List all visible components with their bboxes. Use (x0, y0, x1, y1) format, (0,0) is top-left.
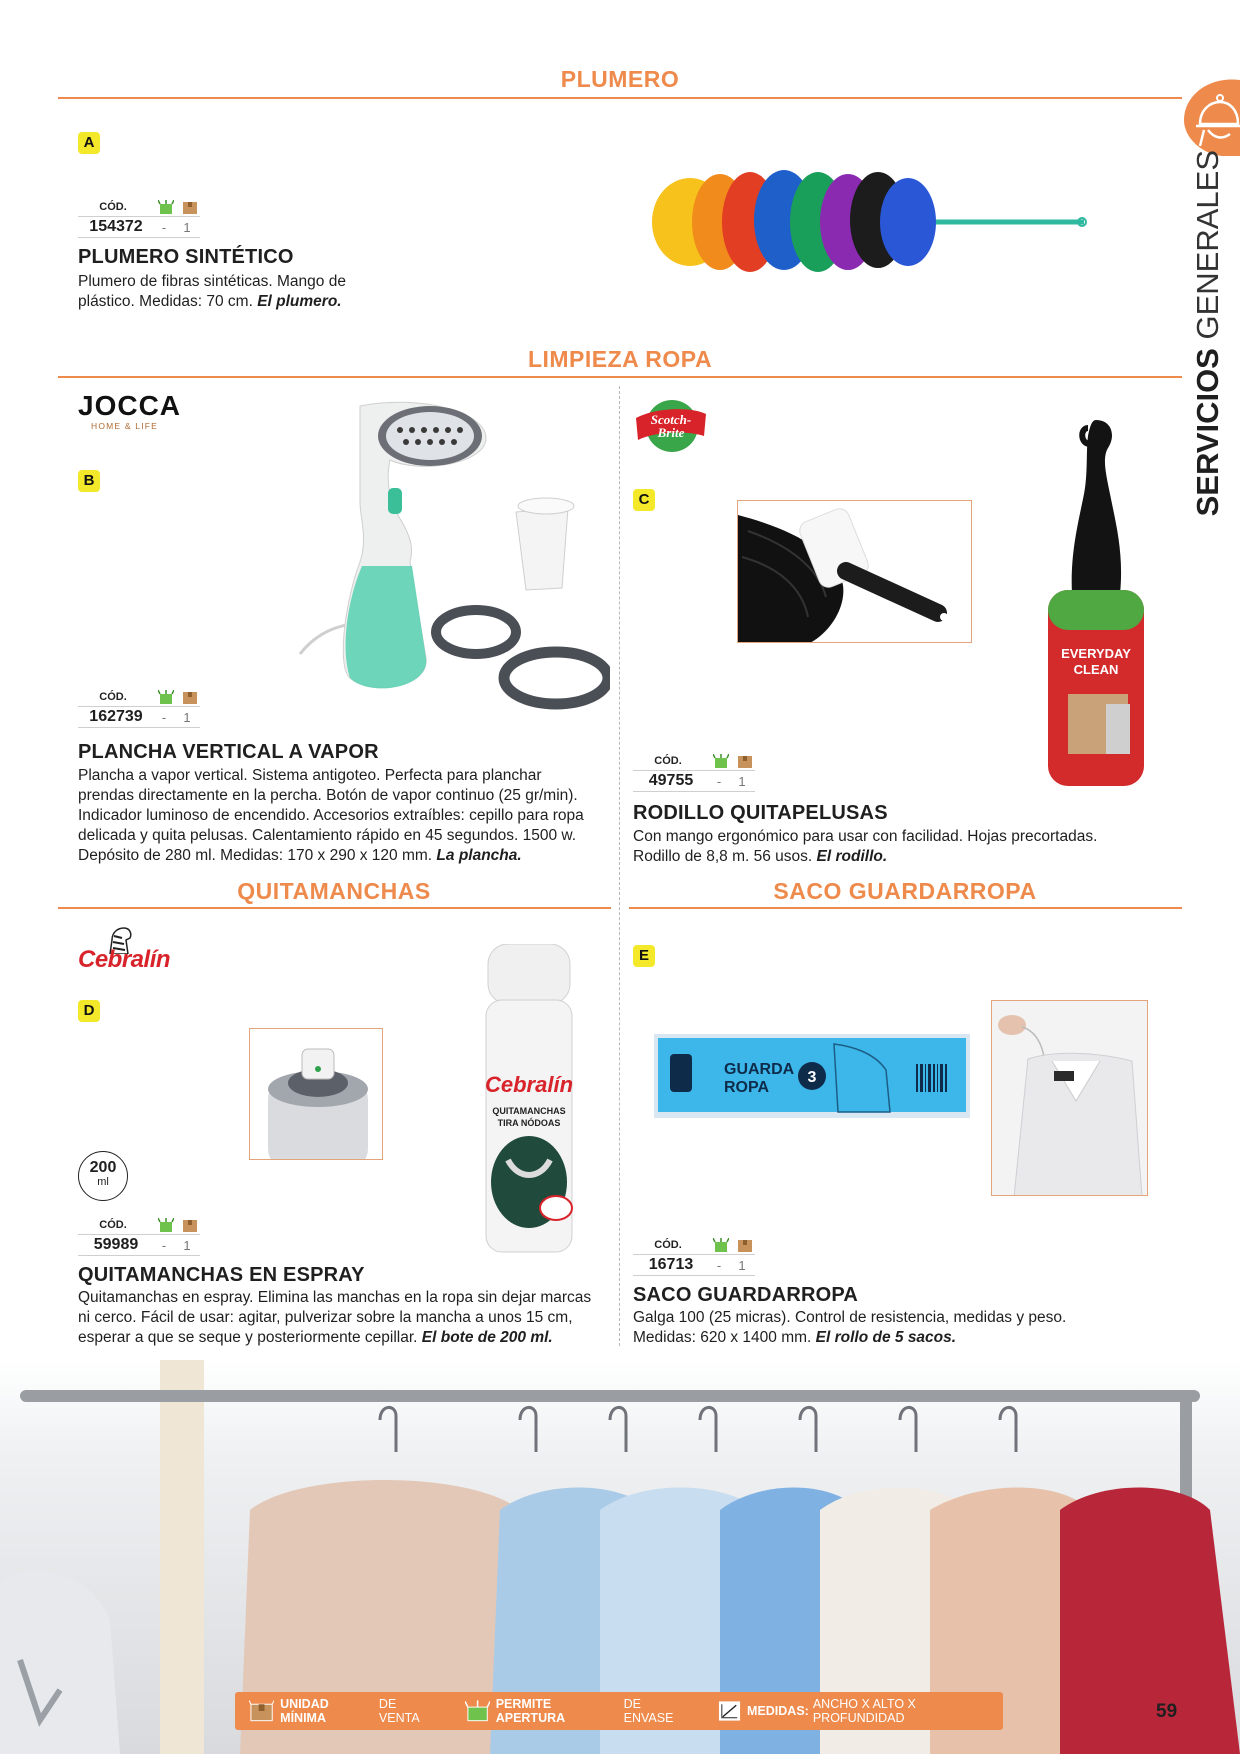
cod-label: CÓD. (654, 1239, 682, 1251)
product-desc-e (633, 1308, 1113, 1348)
legend-unidad-bold: UNIDAD MÍNIMA (280, 1697, 329, 1725)
code-dash: - (161, 709, 167, 725)
code-dash: - (161, 219, 167, 235)
min-qty: 1 (183, 1237, 191, 1253)
code-dash: - (716, 773, 722, 789)
product-title-a: PLUMERO SINTÉTICO (78, 246, 294, 268)
package-text-guarda: GUARDA (724, 1061, 795, 1078)
letter-badge-a: A (78, 132, 100, 154)
desc-text: Con mango ergonómico para usar con facilidad. Hojas precortadas. Rodillo de 8,8 m. 56 usos. (633, 828, 1098, 865)
garment-bag-usage-image (991, 1000, 1148, 1196)
open-pack-icon (713, 754, 729, 768)
section-title-plumero: PLUMERO (560, 66, 680, 92)
letter-badge-c: C (633, 489, 655, 511)
cod-label: CÓD. (99, 1219, 127, 1231)
garment-bag-package-image (654, 1030, 970, 1122)
brand-logo-scotch-brite (634, 392, 708, 454)
svg-text:Brite: Brite (657, 425, 685, 440)
package-text-line2: CLEAN (1073, 662, 1119, 677)
desc-unit: El rodillo. (816, 848, 888, 865)
feather-duster-image (650, 166, 1090, 272)
cod-label: CÓD. (99, 201, 127, 213)
section-rule (629, 907, 1182, 909)
legend-unidad-rest: DE VENTA (378, 1697, 420, 1725)
product-code: 154372 (89, 218, 143, 235)
min-qty: 1 (738, 773, 746, 789)
code-block-c (633, 752, 755, 792)
page-number: 59 (1156, 1701, 1178, 1722)
dimensions-icon (718, 1700, 741, 1722)
open-pack-icon (713, 1238, 729, 1252)
open-pack-icon (465, 1700, 490, 1722)
code-block-e (633, 1236, 755, 1276)
desc-unit: El bote de 200 ml. (421, 1329, 553, 1346)
legend-item-unidad (249, 1697, 439, 1725)
desc-text: Plumero de fibras sintéticas. Mango de plástico. Medidas: 70 cm. (78, 273, 346, 310)
product-desc-b (78, 766, 600, 866)
desc-text: Quitamanchas en espray. Elimina las manchas en la ropa sin dejar marcas ni cerco. Fácil de usar: agitar, pulverizar sobre la mancha a unos 15 cm, esperar a que se seque y posteriormente cepillar. (78, 1289, 592, 1346)
cod-label: CÓD. (99, 691, 127, 703)
volume-unit: ml (97, 1176, 109, 1188)
brand-logo-jocca: JOCCA (78, 390, 182, 421)
legend-medidas-bold: MEDIDAS: (747, 1704, 809, 1718)
section-rule (58, 907, 611, 909)
cod-label: CÓD. (654, 755, 682, 767)
brand-tagline-jocca: HOME & LIFE (91, 421, 159, 431)
legend-permite-bold: PERMITE APERTURA (495, 1697, 566, 1725)
product-title-c: RODILLO QUITAPELUSAS (633, 802, 888, 824)
product-desc-d (78, 1288, 606, 1348)
product-code: 16713 (648, 1256, 694, 1273)
box-icon (737, 1238, 753, 1252)
section-title-quitamanchas: QUITAMANCHAS (237, 878, 431, 904)
desc-text: Plancha a vapor vertical. Sistema antigoteo. Perfecta para planchar prendas directamente en la percha. Botón de vapor continuo (25 gr/min). Indicador luminoso de encendido. Accesorios extraíbles: cepillo para ropa delicada y quita pelusas. Calentamiento rápido en 45 segundos. 1500 w. Depósito de 280 ml. Medidas: 170 x 290 x 120 mm. (78, 767, 584, 864)
lint-roller-detail-image (737, 500, 972, 643)
legend-permite-rest: DE ENVASE (623, 1697, 674, 1725)
product-code: 59989 (93, 1236, 139, 1253)
desc-unit: La plancha. (436, 847, 522, 864)
code-block-b (78, 688, 200, 728)
box-icon (182, 690, 198, 704)
min-qty: 1 (738, 1257, 746, 1273)
code-block-d (78, 1216, 200, 1256)
product-title-b: PLANCHA VERTICAL A VAPOR (78, 741, 379, 763)
min-qty: 1 (183, 219, 191, 235)
product-desc-c (633, 827, 1123, 867)
box-icon (182, 200, 198, 214)
product-code: 162739 (89, 708, 143, 725)
lint-roller-package-image (1044, 414, 1150, 790)
box-icon (182, 1218, 198, 1232)
side-tab-bold: SERVICIOS (1190, 348, 1225, 517)
box-icon (737, 754, 753, 768)
section-title-saco: SACO GUARDARROPA (773, 878, 1037, 904)
product-title-d: QUITAMANCHAS EN ESPRAY (78, 1264, 365, 1286)
legend-medidas-rest: ANCHO X ALTO X PROFUNDIDAD (812, 1697, 916, 1725)
open-pack-icon (158, 200, 174, 214)
letter-badge-d: D (78, 1000, 100, 1022)
legend-bar (235, 1692, 1003, 1730)
can-label-line2: TIRA NÓDOAS (497, 1118, 561, 1128)
side-tab-light: GENERALES (1190, 150, 1225, 340)
package-text-line1: EVERYDAY (1061, 646, 1131, 661)
package-text-count: 3 (807, 1069, 817, 1086)
spray-nozzle-detail-image (249, 1028, 383, 1160)
code-block-a (78, 198, 200, 238)
section-side-tab (1188, 150, 1228, 520)
desc-unit: El plumero. (257, 293, 342, 310)
letter-badge-b: B (78, 470, 100, 492)
min-qty: 1 (183, 709, 191, 725)
volume-badge (78, 1151, 128, 1201)
column-divider (619, 386, 620, 1346)
product-code: 49755 (648, 772, 694, 789)
section-rule (58, 97, 1182, 99)
code-dash: - (716, 1257, 722, 1273)
product-desc-a (78, 272, 368, 312)
legend-item-medidas (718, 1697, 1003, 1725)
stain-remover-can-image (482, 944, 576, 1256)
open-pack-icon (158, 690, 174, 704)
section-title-limpieza: LIMPIEZA ROPA (527, 346, 713, 372)
volume-value: 200 (89, 1159, 117, 1176)
open-pack-icon (158, 1218, 174, 1232)
desc-unit: El rollo de 5 sacos. (815, 1329, 957, 1346)
steamer-image (290, 398, 610, 718)
section-rule (58, 376, 1182, 378)
legend-item-permite (465, 1697, 692, 1725)
can-label-line1: QUITAMANCHAS (492, 1106, 566, 1116)
waiter-tray-icon (1178, 76, 1240, 156)
letter-badge-e: E (633, 945, 655, 967)
svg-text:Scotch-: Scotch- (650, 412, 692, 427)
product-title-e: SACO GUARDARROPA (633, 1284, 859, 1306)
desc-text: Galga 100 (25 micras). Control de resistencia, medidas y peso. Medidas: 620 x 1400 mm. (633, 1309, 1067, 1346)
brand-logo-cebralin: Cebralín (78, 946, 171, 973)
box-icon (249, 1700, 274, 1722)
can-brand-text: Cebralín (484, 1072, 574, 1097)
package-text-ropa: ROPA (724, 1079, 770, 1096)
code-dash: - (161, 1237, 167, 1253)
